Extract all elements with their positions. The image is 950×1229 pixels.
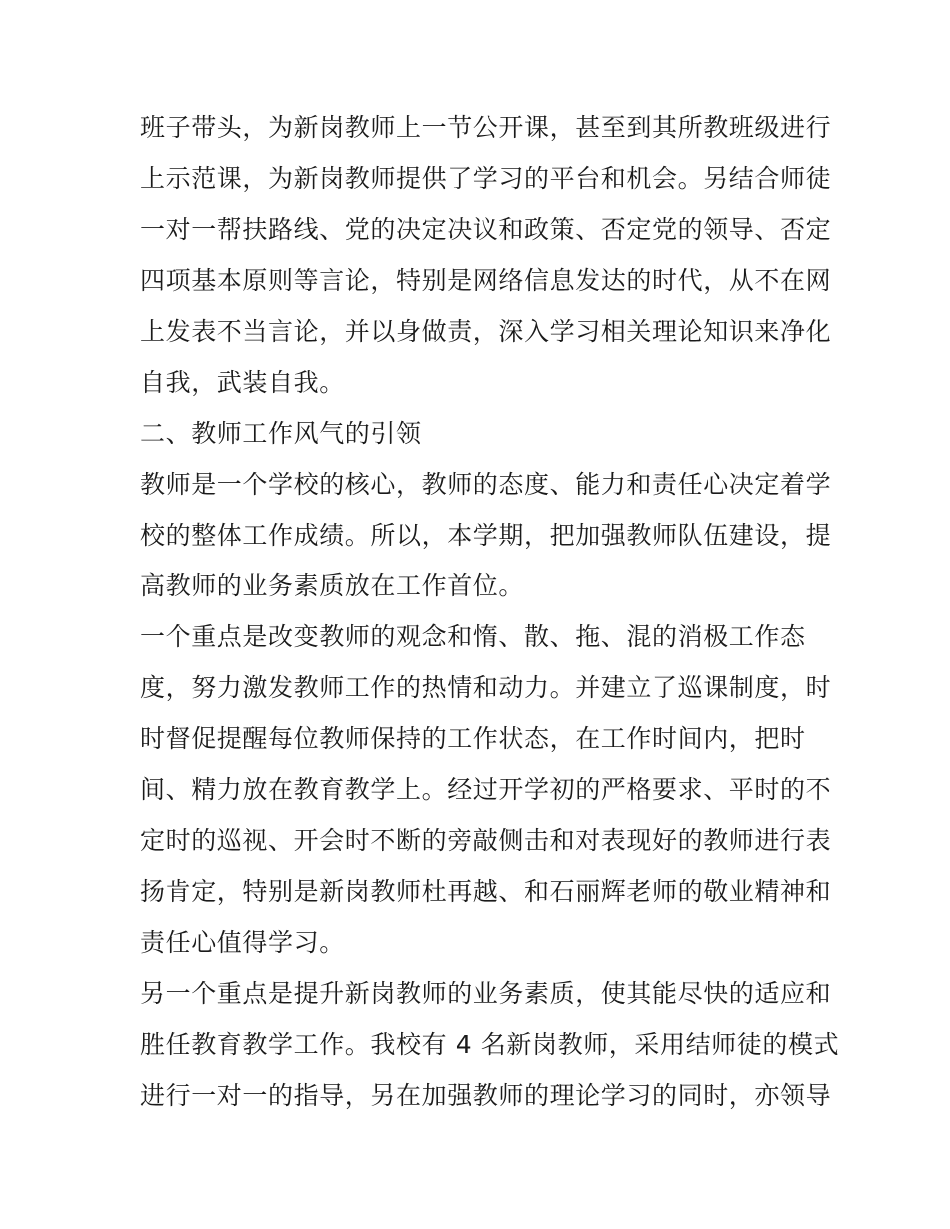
paragraph-line: 度，努力激发教师工作的热情和动力。并建立了巡课制度，时 bbox=[140, 673, 832, 702]
paragraph-line: 定时的巡视、开会时不断的旁敲侧击和对表现好的教师进行表 bbox=[140, 826, 832, 855]
paragraph-line: 校的整体工作成绩。所以，本学期，把加强教师队伍建设，提 bbox=[140, 521, 832, 550]
paragraph-line: 上发表不当言论，并以身做责，深入学习相关理论知识来净化 bbox=[140, 317, 832, 346]
paragraph-line: 间、精力放在教育教学上。经过开学初的严格要求、平时的不 bbox=[140, 775, 832, 804]
paragraph-line: 自我，武装自我。 bbox=[140, 368, 345, 397]
paragraph-line: 另一个重点是提升新岗教师的业务素质，使其能尽快的适应和 bbox=[140, 979, 832, 1008]
paragraph-line: 一对一帮扶路线、党的决定决议和政策、否定党的领导、否定 bbox=[140, 215, 832, 244]
paragraph-line: 班子带头，为新岗教师上一节公开课，甚至到其所教班级进行 bbox=[140, 113, 832, 142]
paragraph-line: 责任心值得学习。 bbox=[140, 928, 345, 957]
paragraph-line: 胜任教育教学工作。我校有 4 名新岗教师，采用结师徒的模式 bbox=[140, 1030, 840, 1059]
section-heading: 二、教师工作风气的引领 bbox=[140, 419, 422, 448]
paragraph-line: 进行一对一的指导，另在加强教师的理论学习的同时，亦领导 bbox=[140, 1081, 832, 1110]
paragraph-line: 时督促提醒每位教师保持的工作状态，在工作时间内，把时 bbox=[140, 724, 806, 753]
paragraph-line: 高教师的业务素质放在工作首位。 bbox=[140, 571, 525, 600]
paragraph-line: 一个重点是改变教师的观念和惰、散、拖、混的消极工作态 bbox=[140, 622, 806, 651]
paragraph-line: 四项基本原则等言论，特别是网络信息发达的时代，从不在网 bbox=[140, 266, 832, 295]
paragraph-line: 扬肯定，特别是新岗教师杜再越、和石丽辉老师的敬业精神和 bbox=[140, 877, 832, 906]
paragraph-line: 教师是一个学校的核心，教师的态度、能力和责任心决定着学 bbox=[140, 470, 832, 499]
paragraph-line: 上示范课，为新岗教师提供了学习的平台和机会。另结合师徒 bbox=[140, 164, 832, 193]
